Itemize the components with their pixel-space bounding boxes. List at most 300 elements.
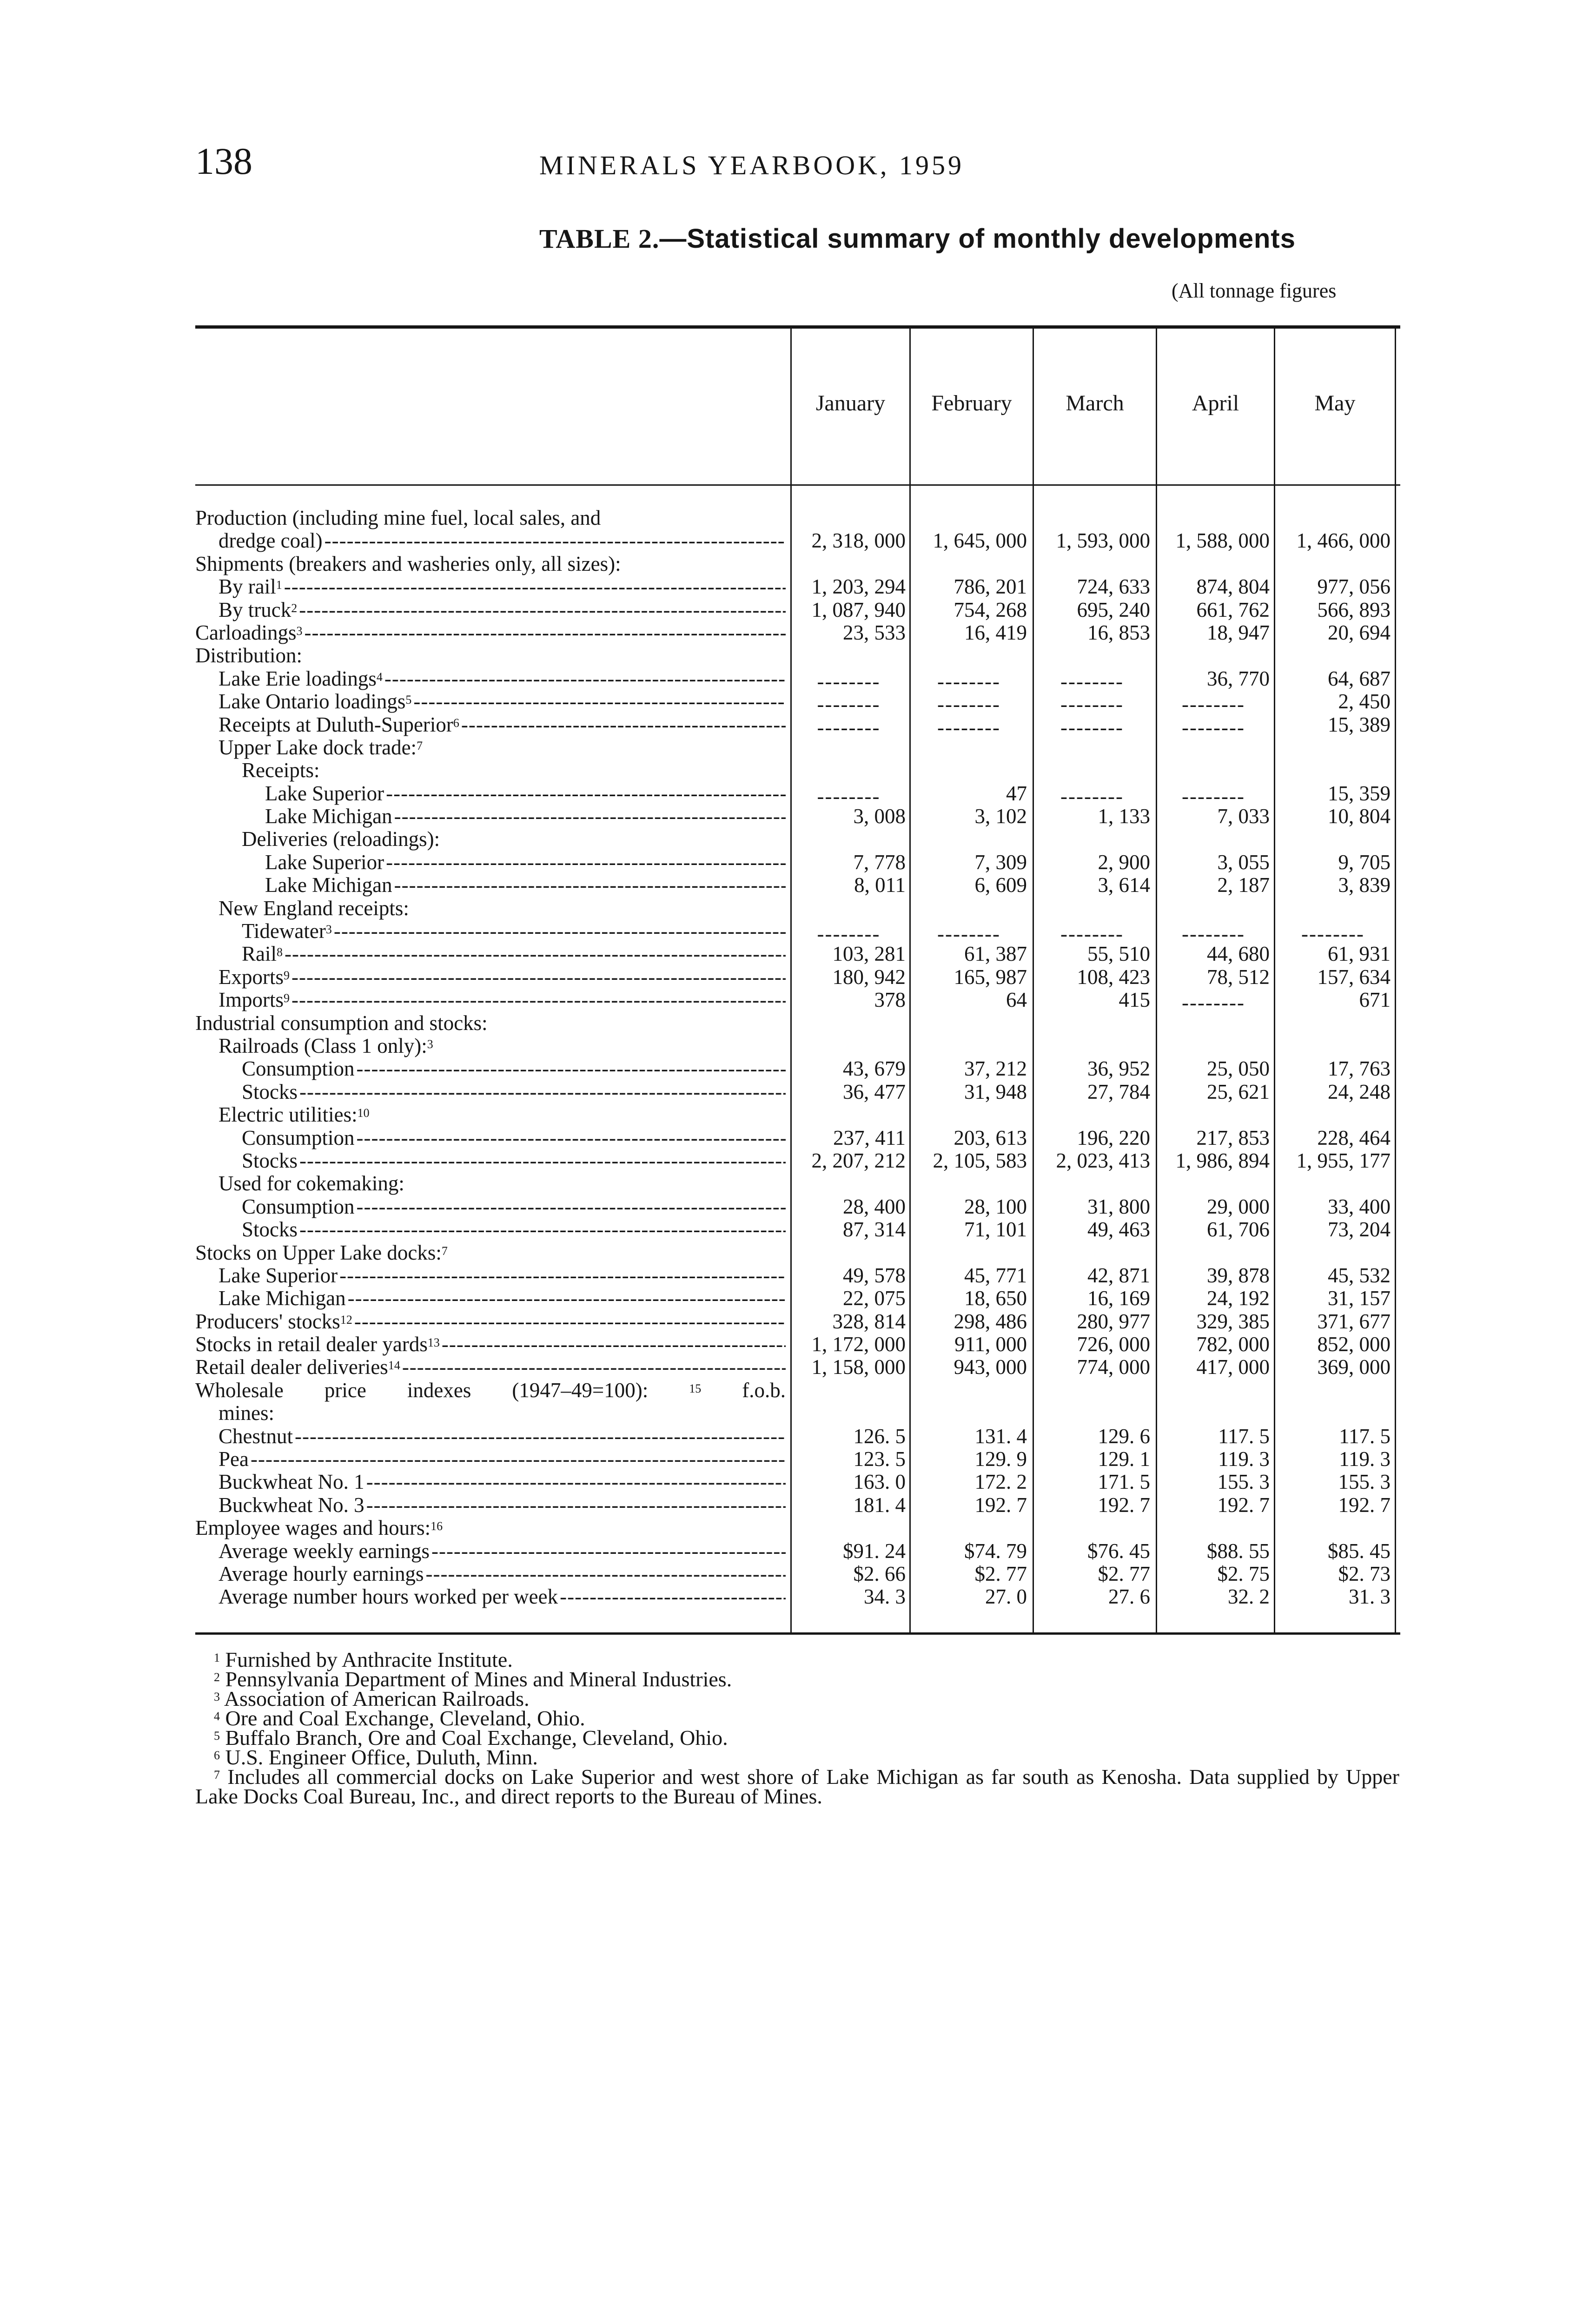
table-row	[0, 1264, 1576, 1287]
row-label-text: Stocks	[242, 1149, 298, 1172]
row-label	[242, 1057, 786, 1080]
table-cell: 45, 532	[1328, 1263, 1391, 1287]
row-label	[219, 989, 786, 1011]
row-label-text: By truck	[219, 598, 291, 621]
table-cell: 44, 680	[1207, 942, 1270, 966]
table-cell: 36, 770	[1207, 667, 1270, 690]
row-label	[242, 759, 786, 782]
column-header-january: January	[815, 391, 886, 416]
table-cell: 1, 645, 000	[933, 529, 1027, 553]
row-label-text: Lake Ontario loadings	[219, 690, 406, 713]
table-cell: --------	[1182, 922, 1245, 946]
table-row	[0, 1035, 1576, 1057]
row-label	[195, 1333, 786, 1356]
table-cell: 71, 101	[964, 1218, 1027, 1241]
row-label	[219, 575, 786, 598]
row-label-text: mines:	[219, 1402, 274, 1425]
table-row	[0, 897, 1576, 920]
table-cell: 15, 359	[1328, 781, 1391, 805]
table-cell: 9, 705	[1338, 850, 1391, 874]
table-row	[0, 1540, 1576, 1563]
table-cell: 2, 900	[1098, 850, 1150, 874]
row-label	[195, 1310, 786, 1333]
table-row	[0, 644, 1576, 667]
table-cell: 3, 839	[1338, 873, 1391, 897]
table-cell: 217, 853	[1196, 1126, 1270, 1149]
row-label-text: Production (including mine fuel, local sales, and	[195, 507, 601, 529]
table-cell: 724, 633	[1077, 575, 1150, 599]
table-cell: 61, 931	[1328, 942, 1391, 966]
row-label	[219, 1402, 786, 1425]
table-row	[0, 1379, 1576, 1402]
column-header-february: February	[931, 391, 1012, 416]
footnote-number: 7	[214, 1768, 220, 1782]
table-cell: 203, 613	[954, 1126, 1027, 1149]
table-row	[0, 988, 1576, 1015]
row-label-text: Pea	[219, 1448, 249, 1471]
table-cell: 33, 400	[1328, 1195, 1391, 1218]
footnote-text: Furnished by Anthracite Institute.	[220, 1648, 513, 1671]
row-label-text: Producers' stocks	[195, 1310, 340, 1333]
table-row	[0, 553, 1576, 575]
row-label	[219, 1448, 786, 1471]
table-cell: 8, 011	[854, 873, 906, 897]
table-cell: 782, 000	[1196, 1333, 1270, 1356]
column-header-april: April	[1192, 391, 1239, 416]
row-label-text: Lake Erie loadings	[219, 667, 377, 690]
table-cell: 27, 784	[1087, 1080, 1150, 1103]
row-label-text: Exports	[219, 965, 284, 989]
row-label-text: Stocks	[242, 1080, 298, 1103]
table-cell: --------	[817, 693, 881, 716]
footnote	[195, 1728, 1399, 1748]
table-cell: 7, 309	[974, 850, 1027, 874]
table-row	[0, 1563, 1576, 1585]
table-cell: 1, 593, 000	[1056, 529, 1150, 553]
table-cell: 108, 423	[1077, 965, 1150, 989]
table-cell: 192. 7	[1217, 1493, 1270, 1517]
table-cell: 16, 853	[1087, 621, 1150, 644]
table-row	[0, 667, 1576, 693]
table-row	[0, 781, 1576, 808]
table-cell: 671	[1359, 988, 1391, 1012]
row-label-text: Consumption	[242, 1195, 355, 1218]
table-cell: 157, 634	[1317, 965, 1391, 989]
table-cell: 61, 706	[1207, 1218, 1270, 1241]
table-row	[0, 828, 1576, 851]
table-cell: 129. 6	[1098, 1424, 1150, 1448]
table-cell: 726, 000	[1077, 1333, 1150, 1356]
row-label-text: Average number hours worked per week	[219, 1585, 558, 1609]
footnote-ref: 4	[376, 670, 383, 684]
table-cell: $85. 45	[1328, 1539, 1391, 1563]
footnote-ref: 2	[291, 601, 298, 615]
table-bottom-rule	[195, 1632, 1400, 1635]
footnote	[195, 1745, 1399, 1769]
table-cell: 27. 6	[1108, 1585, 1150, 1609]
table-cell: 1, 955, 177	[1296, 1149, 1391, 1172]
row-label-text: Receipts at Duluth-Superior	[219, 713, 453, 736]
header-rule	[195, 484, 1400, 486]
table-row	[0, 874, 1576, 897]
table-row	[0, 1012, 1576, 1035]
table-cell: 181. 4	[853, 1493, 906, 1517]
table-cell: 172. 2	[974, 1470, 1027, 1494]
column-header-may: May	[1314, 391, 1356, 416]
row-label	[242, 1195, 786, 1218]
row-label-text: Lake Michigan	[265, 874, 392, 897]
table-row	[0, 920, 1576, 946]
table-cell: 47	[1006, 781, 1027, 805]
table-cell: $2. 66	[853, 1562, 906, 1585]
row-label	[219, 690, 786, 713]
table-cell: 129. 9	[974, 1447, 1027, 1471]
row-label-text: Lake Superior	[219, 1264, 338, 1287]
table-row	[0, 1356, 1576, 1379]
row-label-suffix: f.o.b.	[701, 1379, 786, 1402]
table-cell: 87, 314	[843, 1218, 906, 1241]
table-cell: 192. 7	[1098, 1493, 1150, 1517]
column-header-march: March	[1066, 391, 1124, 416]
row-label	[195, 1356, 786, 1379]
table-cell: 3, 102	[974, 805, 1027, 828]
table-top-rule	[195, 325, 1400, 329]
row-label	[242, 1081, 786, 1103]
row-label-text: Receipts:	[242, 759, 320, 782]
row-label	[219, 966, 786, 989]
row-label-text: Lake Michigan	[265, 805, 392, 828]
table-cell: 298, 486	[954, 1309, 1027, 1333]
table-cell: 29, 000	[1207, 1195, 1270, 1218]
table-row	[0, 1081, 1576, 1103]
footnote	[195, 1667, 1399, 1691]
footnote-ref: 7	[417, 739, 423, 753]
table-cell: 874, 804	[1196, 575, 1270, 599]
table-cell: $2. 77	[974, 1562, 1027, 1585]
row-label	[195, 553, 786, 575]
table-row	[0, 1057, 1576, 1080]
footnote	[195, 1650, 1399, 1670]
table-cell: 126. 5	[853, 1424, 906, 1448]
row-label-text: Rail	[242, 943, 277, 966]
table-cell: 24, 192	[1207, 1287, 1270, 1310]
row-label-text: Deliveries (reloadings):	[242, 828, 440, 851]
row-label	[242, 828, 786, 851]
row-label	[219, 1494, 786, 1517]
footnote-ref: 16	[430, 1519, 443, 1533]
row-label-text: Used for cokemaking:	[219, 1172, 404, 1195]
table-cell: 16, 169	[1087, 1287, 1150, 1310]
row-label	[219, 1425, 786, 1448]
footnote	[195, 1689, 1399, 1709]
table-cell: 23, 533	[843, 621, 906, 644]
row-label	[242, 1127, 786, 1149]
table-cell: --------	[937, 715, 1000, 739]
table-subtitle: (All tonnage figures	[1172, 279, 1337, 302]
row-label-text: New England receipts:	[219, 897, 409, 920]
row-label-text: Shipments (breakers and washeries only, all sizes):	[195, 552, 621, 575]
table-row	[0, 1471, 1576, 1493]
table-cell: $76. 45	[1087, 1539, 1150, 1563]
footnote-ref: 5	[405, 693, 412, 707]
row-label-text: dredge coal)	[219, 529, 323, 553]
table-cell: 27. 0	[985, 1585, 1027, 1609]
row-label-text: By rail	[219, 575, 276, 599]
footnote-ref: 9	[284, 991, 290, 1005]
table-cell: 64	[1006, 988, 1027, 1012]
table-cell: 237, 411	[833, 1126, 906, 1149]
footnote-ref: 14	[388, 1359, 400, 1373]
table-row	[0, 507, 1576, 529]
table-cell: 16, 419	[964, 621, 1027, 644]
row-label	[219, 1471, 786, 1493]
row-label	[219, 1540, 786, 1563]
table-cell: $2. 77	[1098, 1562, 1150, 1585]
table-row	[0, 1402, 1576, 1425]
table-cell: --------	[817, 784, 881, 808]
table-cell: 36, 477	[843, 1080, 906, 1103]
row-label	[219, 1103, 786, 1126]
table-cell: 28, 400	[843, 1195, 906, 1218]
table-cell: 42, 871	[1087, 1263, 1150, 1287]
table-cell: 119. 3	[1218, 1447, 1270, 1471]
row-label-text: Distribution:	[195, 644, 303, 667]
footnote-ref: 3	[296, 624, 303, 638]
row-label-text: Retail dealer deliveries	[195, 1356, 388, 1379]
footnote-number: 1	[214, 1651, 220, 1664]
table-cell: 3, 008	[853, 805, 906, 828]
row-label-text: Employee wages and hours:	[195, 1517, 431, 1540]
table-row	[0, 943, 1576, 965]
footnote-ref: 6	[453, 716, 459, 730]
row-label	[195, 1012, 786, 1035]
table-cell: 18, 650	[964, 1287, 1027, 1310]
table-cell: 1, 172, 000	[811, 1333, 906, 1356]
table-cell: --------	[937, 922, 1000, 946]
table-row	[0, 1425, 1576, 1448]
table-cell: $74. 79	[964, 1539, 1027, 1563]
footnotes	[195, 1650, 1399, 1806]
table-cell: 7, 778	[853, 850, 906, 874]
table-row	[0, 599, 1576, 621]
table-cell: --------	[817, 715, 881, 739]
table-cell: 36, 952	[1087, 1057, 1150, 1081]
table-cell: 786, 201	[954, 575, 1027, 599]
table-row	[0, 1494, 1576, 1517]
row-label	[265, 805, 786, 828]
footnote-text: U.S. Engineer Office, Duluth, Minn.	[220, 1745, 538, 1769]
table-cell: 31, 800	[1087, 1195, 1150, 1218]
table-cell: 196, 220	[1077, 1126, 1150, 1149]
table-cell: 911, 000	[954, 1333, 1027, 1356]
row-label	[219, 1585, 786, 1608]
footnote-text: Pennsylvania Department of Mines and Mineral Industries.	[220, 1667, 732, 1691]
row-label-text: Railroads (Class 1 only):	[219, 1034, 427, 1057]
footnote-ref: 1	[276, 578, 282, 592]
footnote-number: 6	[214, 1749, 220, 1762]
table-cell: 17, 763	[1328, 1057, 1391, 1081]
table-row	[0, 1585, 1576, 1608]
table-cell: --------	[817, 669, 881, 693]
footnote-ref: 7	[441, 1244, 448, 1258]
table-cell: 78, 512	[1207, 965, 1270, 989]
table-cell: 180, 942	[832, 965, 906, 989]
footnote-number: 4	[214, 1710, 220, 1723]
table-cell: 49, 578	[843, 1263, 906, 1287]
footnote-ref: 8	[277, 945, 283, 959]
row-label	[242, 1149, 786, 1172]
table-cell: 31. 3	[1349, 1585, 1391, 1609]
table-row	[0, 1172, 1576, 1195]
table-cell: 61, 387	[964, 942, 1027, 966]
table-cell: 2, 105, 583	[933, 1149, 1027, 1172]
table-cell: 328, 814	[832, 1309, 906, 1333]
table-cell: 55, 510	[1087, 942, 1150, 966]
table-cell: 43, 679	[843, 1057, 906, 1081]
table-cell: 1, 133	[1098, 805, 1150, 828]
row-label	[195, 507, 786, 529]
footnote-ref: 3	[427, 1037, 433, 1051]
table-label: TABLE 2.	[539, 224, 660, 254]
row-label	[219, 1287, 786, 1310]
footnote-ref: 12	[340, 1313, 352, 1327]
table-cell: --------	[1182, 784, 1245, 808]
row-label-text: Consumption	[242, 1057, 355, 1081]
table-cell: 192. 7	[974, 1493, 1027, 1517]
table-cell: 31, 157	[1328, 1287, 1391, 1310]
table-cell: 123. 5	[853, 1447, 906, 1471]
table-cell: 155. 3	[1217, 1470, 1270, 1494]
table-row	[0, 690, 1576, 716]
table-body	[0, 507, 1576, 1609]
table-cell: --------	[1182, 991, 1245, 1015]
table-cell: 129. 1	[1098, 1447, 1150, 1471]
table-cell: 192. 7	[1338, 1493, 1391, 1517]
table-cell: --------	[1182, 693, 1245, 716]
row-label	[195, 1241, 786, 1264]
table-row	[0, 575, 1576, 598]
table-cell: 415	[1119, 988, 1150, 1012]
table-row	[0, 529, 1576, 552]
row-label	[219, 736, 786, 759]
table-row	[0, 1195, 1576, 1218]
table-cell: 34. 3	[864, 1585, 906, 1609]
row-label	[242, 1218, 786, 1241]
table-row	[0, 1149, 1576, 1172]
row-label-text: Buckwheat No. 3	[219, 1493, 364, 1517]
footnote	[195, 1767, 1399, 1806]
table-cell: 165, 987	[954, 965, 1027, 989]
table-cell: 1, 588, 000	[1175, 529, 1270, 553]
table-cell: 25, 621	[1207, 1080, 1270, 1103]
table-cell: 2, 318, 000	[811, 529, 906, 553]
table-cell: --------	[1060, 715, 1124, 739]
table-cell: --------	[1060, 784, 1124, 808]
footnote-ref: 3	[325, 923, 332, 937]
table-cell: --------	[1301, 922, 1364, 946]
row-label-text: Stocks in retail dealer yards	[195, 1333, 428, 1356]
table-row	[0, 805, 1576, 828]
row-label-text: Carloadings	[195, 621, 297, 644]
table-title-text: —Statistical summary of monthly developments	[659, 224, 1296, 254]
row-label-text: Average weekly earnings	[219, 1539, 430, 1563]
table-cell: $91. 24	[843, 1539, 906, 1563]
table-row	[0, 1448, 1576, 1471]
table-row	[0, 1287, 1576, 1310]
row-label	[219, 713, 786, 736]
table-cell: --------	[1060, 669, 1124, 693]
table-cell: 25, 050	[1207, 1057, 1270, 1081]
table-cell: 64, 687	[1328, 667, 1391, 690]
table-cell: 774, 000	[1077, 1355, 1150, 1379]
table-cell: --------	[1060, 693, 1124, 716]
table-cell: 1, 087, 940	[811, 598, 906, 621]
row-label	[265, 782, 786, 805]
table-cell: 37, 212	[964, 1057, 1027, 1081]
row-label	[219, 1172, 786, 1195]
row-label-text: Chestnut	[219, 1425, 293, 1448]
table-cell: $2. 75	[1217, 1562, 1270, 1585]
table-cell: --------	[817, 922, 881, 946]
footnote-text: Includes all commercial docks on Lake Superior and west shore of Lake Michigan as far south as Kenosha. Data supplied by Upper Lake Docks Coal Bureau, Inc., and direct reports to the Bureau of Mines.	[195, 1765, 1399, 1808]
table-cell: 31, 948	[964, 1080, 1027, 1103]
table-row	[0, 851, 1576, 874]
table-row	[0, 1241, 1576, 1264]
table-cell: 977, 056	[1317, 575, 1391, 599]
table-cell: 329, 385	[1196, 1309, 1270, 1333]
row-label	[219, 599, 786, 621]
table-row	[0, 759, 1576, 782]
table-cell: 22, 075	[843, 1287, 906, 1310]
row-label	[265, 874, 786, 897]
table-cell: 2, 207, 212	[811, 1149, 906, 1172]
running-head: MINERALS YEARBOOK, 1959	[539, 150, 965, 180]
footnote-text: Buffalo Branch, Ore and Coal Exchange, Cleveland, Ohio.	[220, 1726, 728, 1750]
row-label	[265, 851, 786, 874]
row-label	[219, 897, 786, 920]
table-row	[0, 1310, 1576, 1333]
row-label	[219, 1035, 786, 1057]
row-label-text: Lake Superior	[265, 851, 384, 874]
table-cell: 28, 100	[964, 1195, 1027, 1218]
table-cell: 7, 033	[1217, 805, 1270, 828]
table-row	[0, 621, 1576, 644]
table-cell: 417, 000	[1196, 1355, 1270, 1379]
row-label-text: Average hourly earnings	[219, 1562, 424, 1585]
row-label	[219, 667, 786, 690]
table-cell: 661, 762	[1196, 598, 1270, 621]
table-row	[0, 1103, 1576, 1126]
row-label	[242, 920, 786, 943]
footnote	[195, 1706, 1399, 1730]
table-cell: 119. 3	[1339, 1447, 1391, 1471]
table-cell: 32. 2	[1228, 1585, 1270, 1609]
footnote-ref: 10	[357, 1106, 370, 1120]
table-cell: 131. 4	[974, 1424, 1027, 1448]
row-label-text: Buckwheat No. 1	[219, 1471, 364, 1494]
footnote-ref: 9	[284, 968, 290, 982]
table-cell: 695, 240	[1077, 598, 1150, 621]
table-cell: 2, 187	[1217, 873, 1270, 897]
table-cell: 117. 5	[1218, 1424, 1270, 1448]
row-label-text: Wholesale price indexes (1947–49=100):	[195, 1379, 689, 1402]
table-cell: 754, 268	[954, 598, 1027, 621]
footnote-ref: 13	[427, 1336, 440, 1350]
page-number: 138	[195, 140, 252, 182]
table-row	[0, 1517, 1576, 1539]
table-row	[0, 736, 1576, 759]
table-cell: 171. 5	[1098, 1470, 1150, 1494]
